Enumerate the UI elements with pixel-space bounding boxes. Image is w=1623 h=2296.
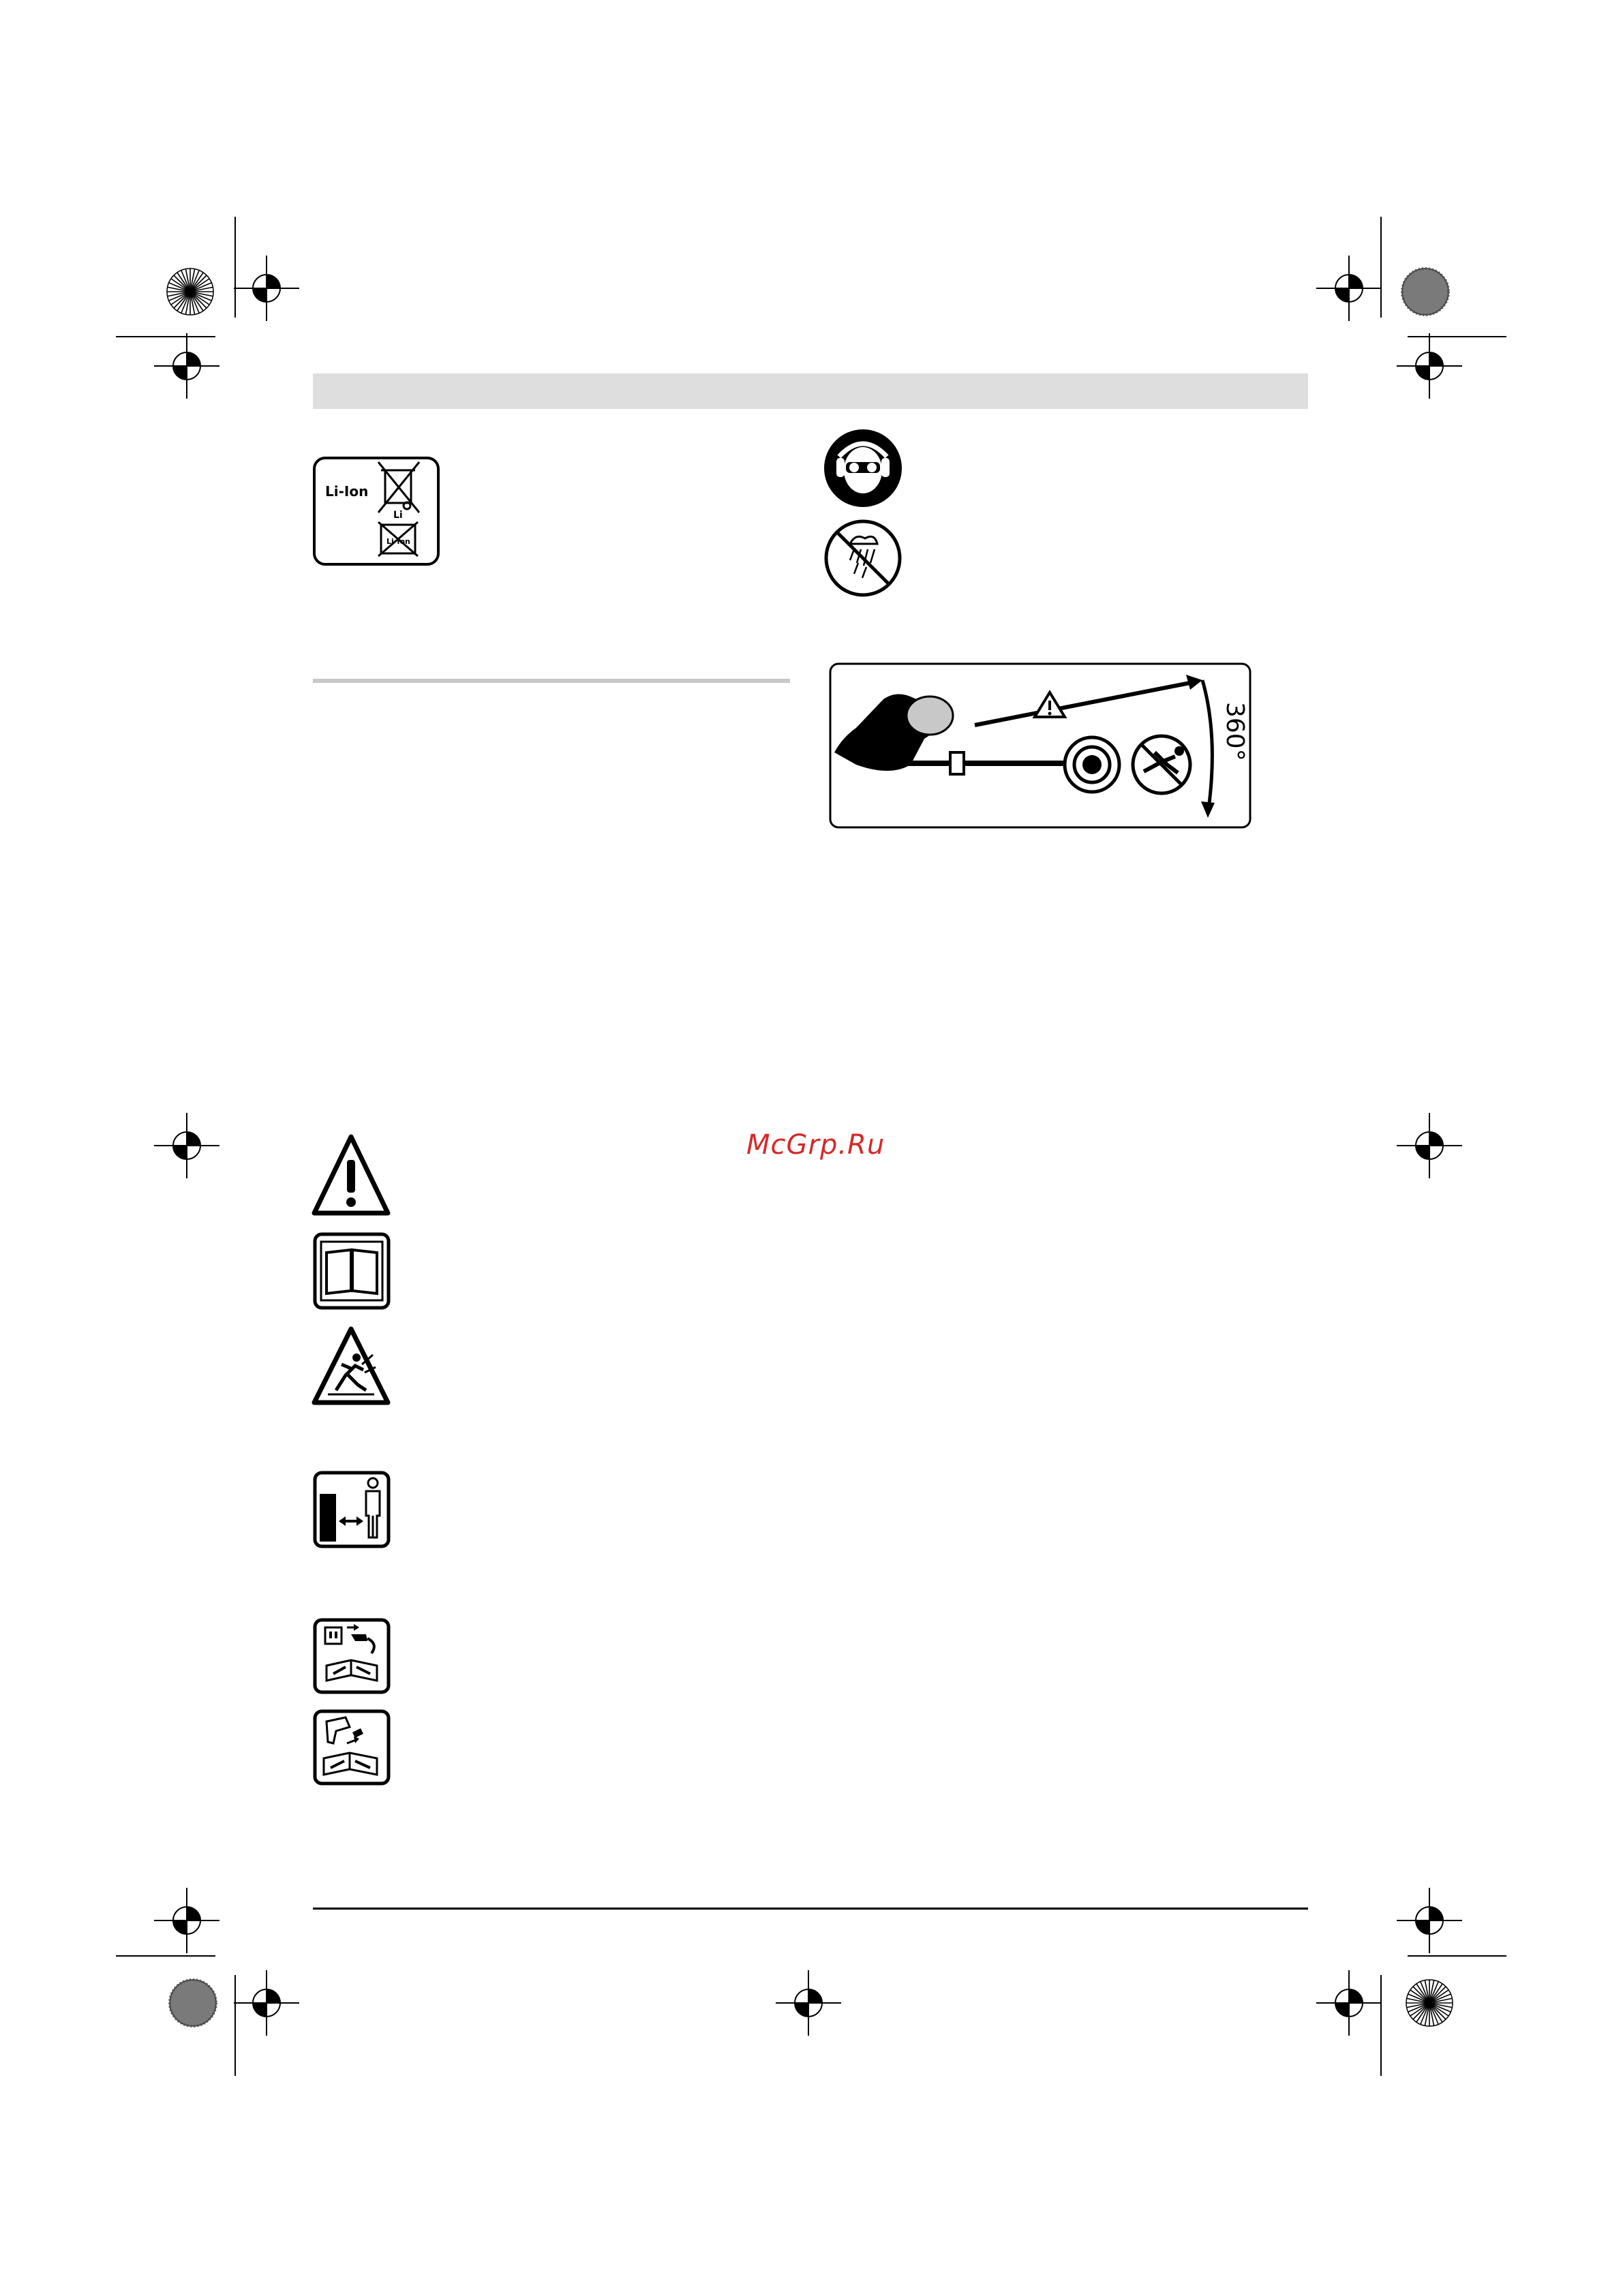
thrown-objects-icon [310,1325,392,1408]
battery-box-label: Li-Ion [386,537,410,546]
eye-ear-protection-icon [823,428,903,508]
unplug-before-maintenance-icon [313,1618,391,1694]
rotation-warning-diagram [829,662,1252,829]
remove-battery-before-maintenance-icon [313,1709,391,1786]
read-manual-icon [313,1232,391,1310]
rotation-label: 360° [1221,702,1249,761]
warning-triangle-icon [310,1133,392,1219]
li-ion-recycling-icon [313,457,440,566]
no-rain-icon [823,518,903,598]
battery-sub-label: Li [393,510,403,521]
keep-distance-icon [313,1471,391,1548]
battery-label: Li-Ion [325,483,369,500]
watermark: McGrp.Ru [746,1129,885,1161]
